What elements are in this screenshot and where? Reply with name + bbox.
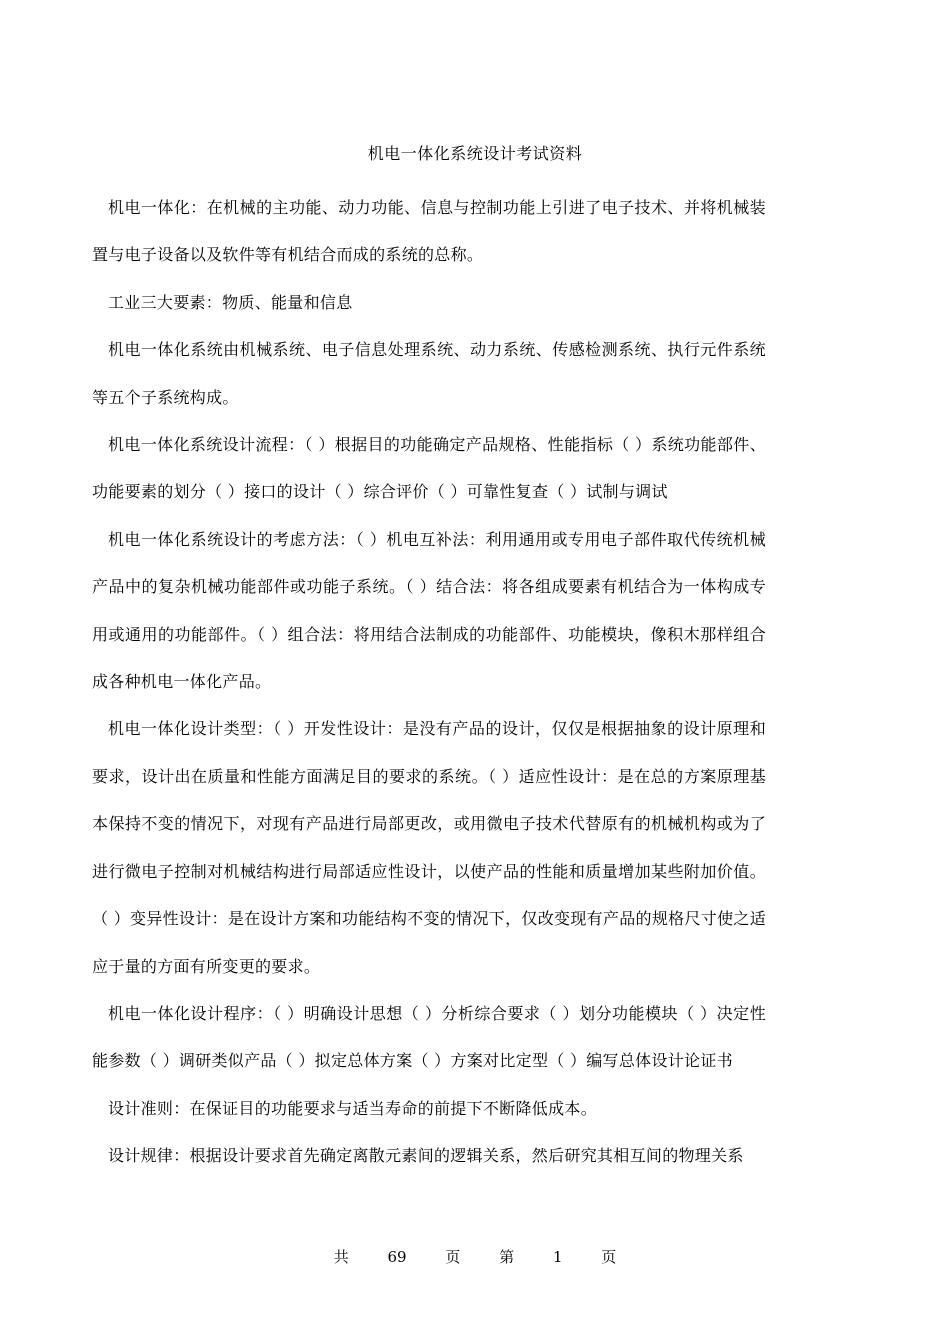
paragraph-design-procedure: 机电一体化设计程序：（ ）明确设计思想（ ）分析综合要求（ ）划分功能模块（ ）决定性能参数（ ）调研类似产品（ ）拟定总体方案（ ）方案对比定型（ ）编写总体设计论证书: [92, 1003, 766, 1071]
document-body: [92, 184, 766, 1180]
paragraph-three-elements: 工业三大要素：物质、能量和信息: [108, 292, 353, 312]
footer-total-label: 共: [333, 1248, 349, 1266]
paragraph-subsystems: 机电一体化系统由机械系统、电子信息处理系统、动力系统、传感检测系统、执行元件系统等五个子系统构成。: [92, 340, 766, 407]
footer-page-unit-2: 页: [601, 1248, 617, 1266]
paragraph-definition: 机电一体化：在机械的主功能、动力功能、信息与控制功能上引进了电子技术、并将机械装置与电子设备以及软件等有机结合而成的系统的总称。: [92, 198, 766, 265]
paragraph-design-methods: 机电一体化系统设计的考虑方法：（ ）机电互补法：利用通用或专用电子部件取代传统机械产品中的复杂机械功能部件或功能子系统。（ ）结合法：将各组成要素有机结合为一体构成专用或通用的功能部件。（ ）组合法：将用结合法制成的功能部件、功能模块，像积木那样组合成各种机电一体化产品。: [92, 529, 766, 692]
paragraph-design-rules: 设计规律：根据设计要求首先确定离散元素间的逻辑关系，然后研究其相互间的物理关系: [108, 1146, 744, 1166]
paragraph-design-criteria: 设计准则：在保证目的功能要求与适当寿命的前提下不断降低成本。: [108, 1098, 598, 1118]
page-footer: [0, 1246, 950, 1268]
footer-current-label: 第: [499, 1248, 515, 1266]
footer-total-pages: 69: [387, 1248, 407, 1266]
paragraph-design-flow: 机电一体化系统设计流程：（ ）根据目的功能确定产品规格、性能指标（ ）系统功能部件、功能要素的划分（ ）接口的设计（ ）综合评价（ ）可靠性复查（ ）试制与调试: [92, 435, 766, 502]
paragraph-design-types: 机电一体化设计类型：（ ）开发性设计：是没有产品的设计，仅仅是根据抽象的设计原理和要求，设计出在质量和性能方面满足目的要求的系统。（ ）适应性设计：是在总的方案原理基本保持不变的情况下，对现有产品进行局部更改，或用微电子技术代替原有的机械机构或为了进行微电子控制对机械结构进行局部适应性设计，以使产品的性能和质量增加某些附加价值。（ ）变异性设计：是在设计方案和功能结构不变的情况下，仅改变现有产品的规格尺寸使之适应于量的方面有所变更的要求。: [92, 719, 766, 976]
document-title: 机电一体化系统设计考试资料: [367, 144, 583, 163]
footer-current-page: 1: [552, 1248, 563, 1266]
footer-page-unit: 页: [445, 1248, 461, 1266]
